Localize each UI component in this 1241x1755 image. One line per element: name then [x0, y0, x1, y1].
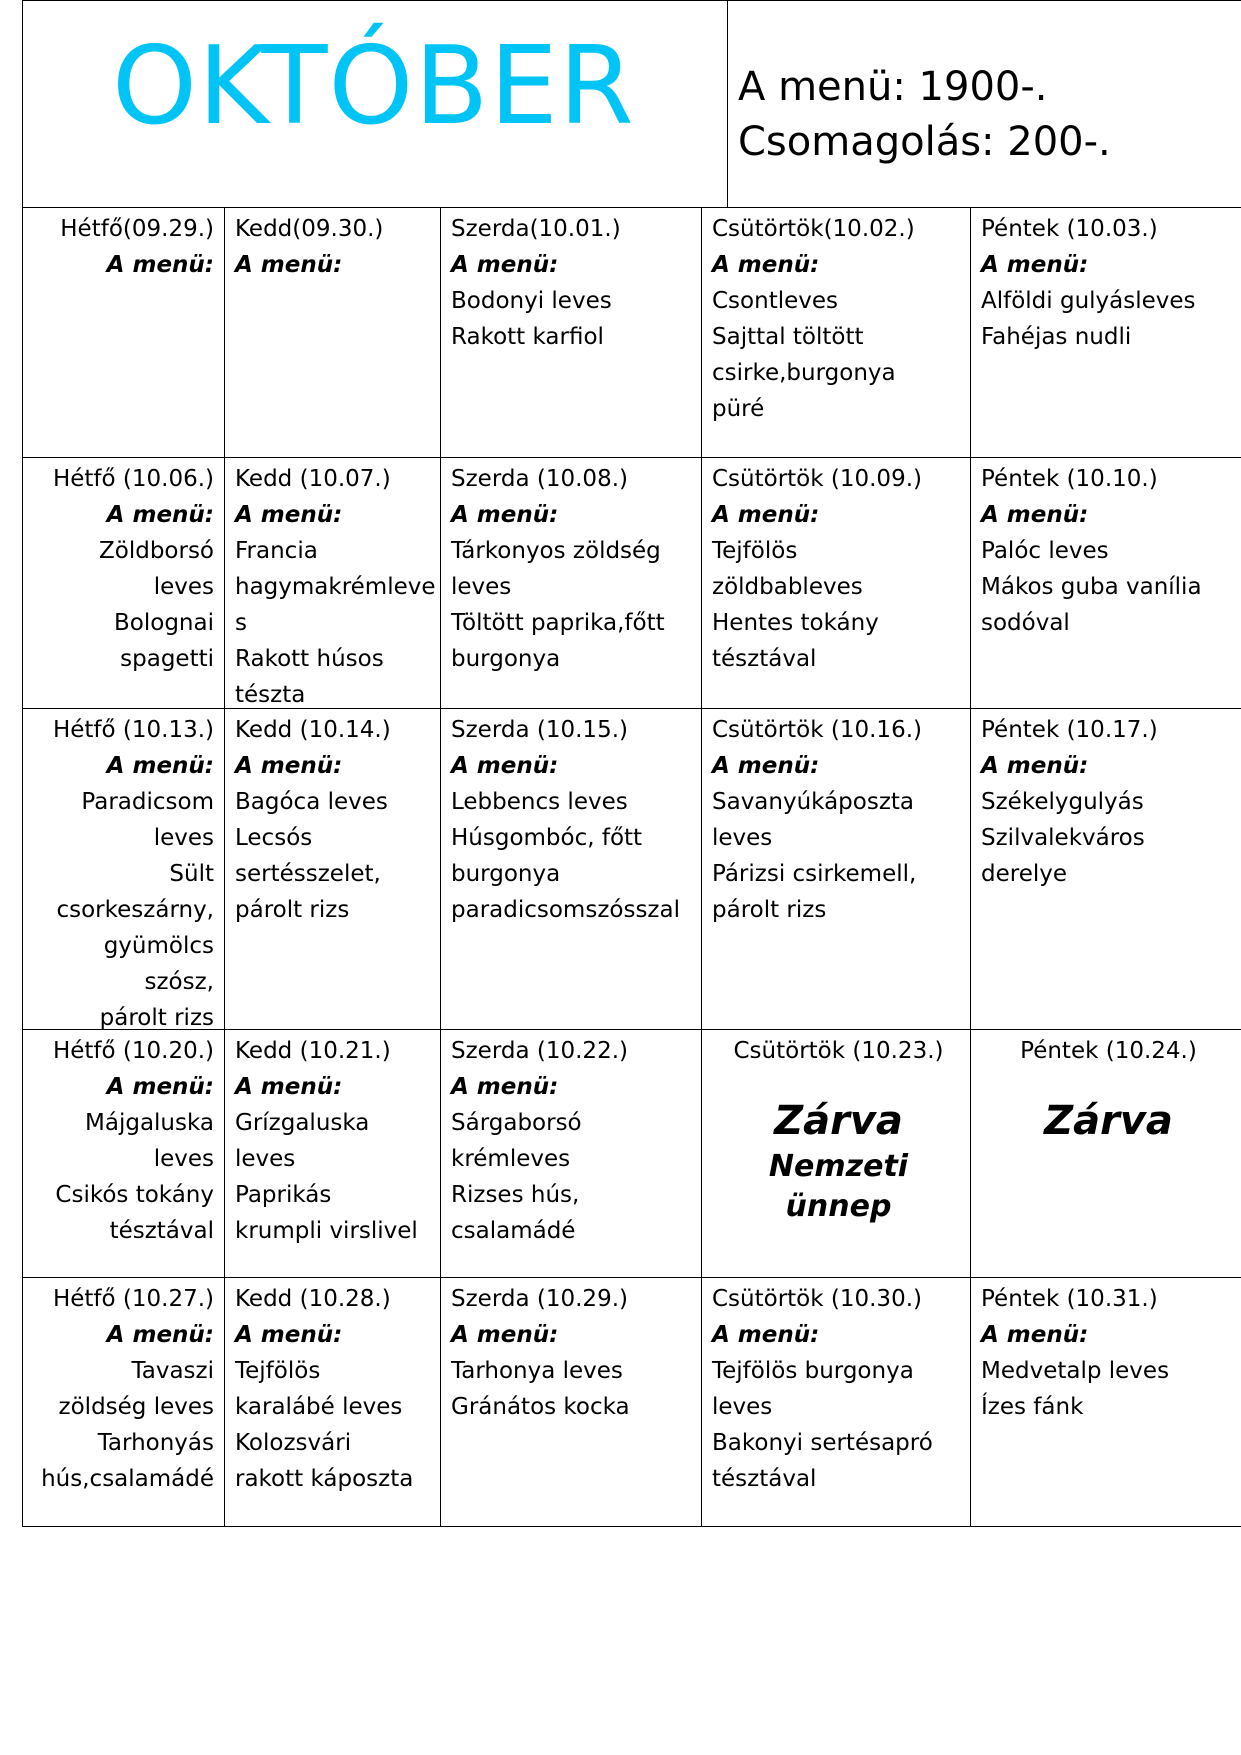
- day-cell-tuesday: [235, 712, 435, 928]
- day-heading: Csütörtök (10.16.): [712, 717, 922, 743]
- menu-label: A menü:: [106, 1074, 214, 1100]
- day-cell-monday: [26, 461, 214, 677]
- menu-items: Paradicsom leves Sült csorkeszárny, gyümölcs szósz, párolt rizs: [56, 789, 214, 1031]
- grid-line: [224, 207, 225, 1527]
- day-heading: Kedd (10.21.): [235, 1038, 391, 1064]
- grid-line: [22, 1526, 1241, 1527]
- day-cell-thursday: [712, 211, 965, 427]
- menu-items: Zöldborsó leves Bolognai spagetti: [99, 538, 214, 672]
- menu-items: Tarhonya leves Gránátos kocka: [451, 1358, 630, 1420]
- menu-label: A menü:: [712, 1322, 820, 1348]
- day-heading: Hétfő (10.20.): [52, 1038, 214, 1064]
- day-heading: Szerda (10.22.): [451, 1038, 628, 1064]
- menu-items: Lebbencs leves Húsgombóc, főtt burgonya paradicsomszósszal: [451, 789, 680, 923]
- menu-items: Bodonyi leves Rakott karfiol: [451, 288, 612, 350]
- day-heading: Csütörtök (10.09.): [712, 466, 922, 492]
- menu-items: Tejfölös karalábé leves Kolozsvári rakott káposzta: [235, 1358, 414, 1492]
- menu-label: A menü:: [451, 1074, 559, 1100]
- menu-items: Bagóca leves Lecsós sertésszelet, párolt rizs: [235, 789, 388, 923]
- menu-label: A menü:: [451, 252, 559, 278]
- day-cell-monday: [26, 1281, 214, 1497]
- day-heading: Szerda (10.29.): [451, 1286, 628, 1312]
- day-cell-tuesday: [235, 211, 435, 283]
- menu-items: Csontleves Sajttal töltött csirke,burgonya püré: [712, 288, 896, 422]
- menu-label: A menü:: [106, 753, 214, 779]
- menu-label: A menü:: [106, 252, 214, 278]
- menu-label: A menü:: [981, 502, 1089, 528]
- day-heading: Péntek (10.17.): [981, 717, 1158, 743]
- day-heading: Kedd(09.30.): [235, 216, 384, 242]
- day-cell-monday: [26, 1033, 214, 1249]
- menu-items: Tárkonyos zöldség leves Töltött paprika,főtt burgonya: [451, 538, 665, 672]
- grid-line: [701, 207, 702, 1527]
- grid-line: [22, 0, 23, 1527]
- day-cell-wednesday: [451, 1033, 696, 1249]
- day-cell-friday: [981, 712, 1236, 892]
- day-heading: Kedd (10.28.): [235, 1286, 391, 1312]
- day-heading: Péntek (10.24.): [1020, 1038, 1197, 1064]
- day-heading: Péntek (10.31.): [981, 1286, 1158, 1312]
- day-cell-wednesday: [451, 712, 696, 928]
- day-cell-friday: [981, 1281, 1236, 1425]
- day-heading: Kedd (10.14.): [235, 717, 391, 743]
- menu-items: Tejfölös zöldbableves Hentes tokány tésztával: [712, 538, 879, 672]
- day-heading: Szerda (10.15.): [451, 717, 628, 743]
- day-cell-thursday: [712, 1033, 965, 1227]
- day-cell-friday: [981, 211, 1236, 355]
- grid-line: [22, 1277, 1241, 1278]
- day-heading: Hétfő (10.13.): [52, 717, 214, 743]
- day-cell-thursday: [712, 712, 965, 928]
- menu-label: A menü:: [451, 1322, 559, 1348]
- menu-label: A menü:: [712, 753, 820, 779]
- day-heading: Péntek (10.03.): [981, 216, 1158, 242]
- page-title: OKTÓBER: [112, 24, 635, 149]
- day-cell-monday: [26, 712, 214, 1036]
- menu-label: A menü:: [106, 502, 214, 528]
- day-heading: Hétfő (10.27.): [52, 1286, 214, 1312]
- day-cell-friday: [981, 1033, 1236, 1147]
- menu-label: A menü:: [981, 252, 1089, 278]
- grid-line: [440, 207, 441, 1527]
- menu-price: A menü: 1900-.: [738, 64, 1048, 110]
- menu-label: A menü:: [106, 1322, 214, 1348]
- menu-label: A menü:: [451, 753, 559, 779]
- menu-items: Grízgaluska leves Paprikás krumpli virslivel: [235, 1110, 418, 1244]
- day-cell-tuesday: [235, 1281, 435, 1497]
- day-cell-friday: [981, 461, 1236, 641]
- day-cell-thursday: [712, 1281, 965, 1497]
- day-heading: Kedd (10.07.): [235, 466, 391, 492]
- grid-line: [22, 207, 1241, 208]
- grid-line: [970, 207, 971, 1527]
- day-cell-monday: [26, 211, 214, 283]
- menu-label: A menü:: [235, 1074, 343, 1100]
- menu-items: Francia hagymakrémleve s Rakott húsos tészta: [235, 538, 436, 708]
- menu-items: Sárgaborsó krémleves Rizses hús, csalamádé: [451, 1110, 582, 1244]
- menu-items: Palóc leves Mákos guba vanília sodóval: [981, 538, 1202, 636]
- menu-items: Tejfölös burgonya leves Bakonyi sertésapró tésztával: [712, 1358, 933, 1492]
- menu-items: Májgaluska leves Csikós tokány tésztával: [55, 1110, 214, 1244]
- grid-line: [727, 0, 728, 208]
- day-heading: Csütörtök(10.02.): [712, 216, 915, 242]
- day-cell-tuesday: [235, 1033, 435, 1249]
- menu-label: A menü:: [981, 1322, 1089, 1348]
- grid-line: [22, 457, 1241, 458]
- closed-label: Zárva: [774, 1098, 903, 1144]
- menu-label: A menü:: [235, 1322, 343, 1348]
- menu-label: A menü:: [712, 502, 820, 528]
- day-heading: Hétfő (10.06.): [52, 466, 214, 492]
- menu-label: A menü:: [235, 252, 343, 278]
- holiday-note: Nemzeti ünnep: [768, 1149, 909, 1224]
- day-heading: Hétfő(09.29.): [60, 216, 214, 242]
- day-heading: Péntek (10.10.): [981, 466, 1158, 492]
- menu-items: Székelygulyás Szilvalekváros derelye: [981, 789, 1145, 887]
- menu-label: A menü:: [712, 252, 820, 278]
- day-heading: Szerda(10.01.): [451, 216, 621, 242]
- closed-label: Zárva: [1044, 1098, 1173, 1144]
- day-cell-wednesday: [451, 211, 696, 355]
- day-heading: Csütörtök (10.23.): [733, 1038, 944, 1064]
- day-heading: Szerda (10.08.): [451, 466, 628, 492]
- menu-label: A menü:: [235, 753, 343, 779]
- day-heading: Csütörtök (10.30.): [712, 1286, 922, 1312]
- menu-label: A menü:: [235, 502, 343, 528]
- menu-items: Savanyúkáposzta leves Párizsi csirkemell, párolt rizs: [712, 789, 917, 923]
- day-cell-wednesday: [451, 461, 696, 677]
- packaging-price: Csomagolás: 200-.: [738, 119, 1111, 165]
- menu-label: A menü:: [451, 502, 559, 528]
- day-cell-wednesday: [451, 1281, 696, 1425]
- day-cell-thursday: [712, 461, 965, 677]
- grid-line: [22, 0, 1241, 1]
- grid-line: [22, 708, 1241, 709]
- menu-items: Alföldi gulyásleves Fahéjas nudli: [981, 288, 1196, 350]
- day-cell-tuesday: [235, 461, 435, 713]
- menu-items: Tavaszi zöldség leves Tarhonyás hús,csalamádé: [41, 1358, 214, 1492]
- menu-label: A menü:: [981, 753, 1089, 779]
- menu-items: Medvetalp leves Ízes fánk: [981, 1358, 1170, 1420]
